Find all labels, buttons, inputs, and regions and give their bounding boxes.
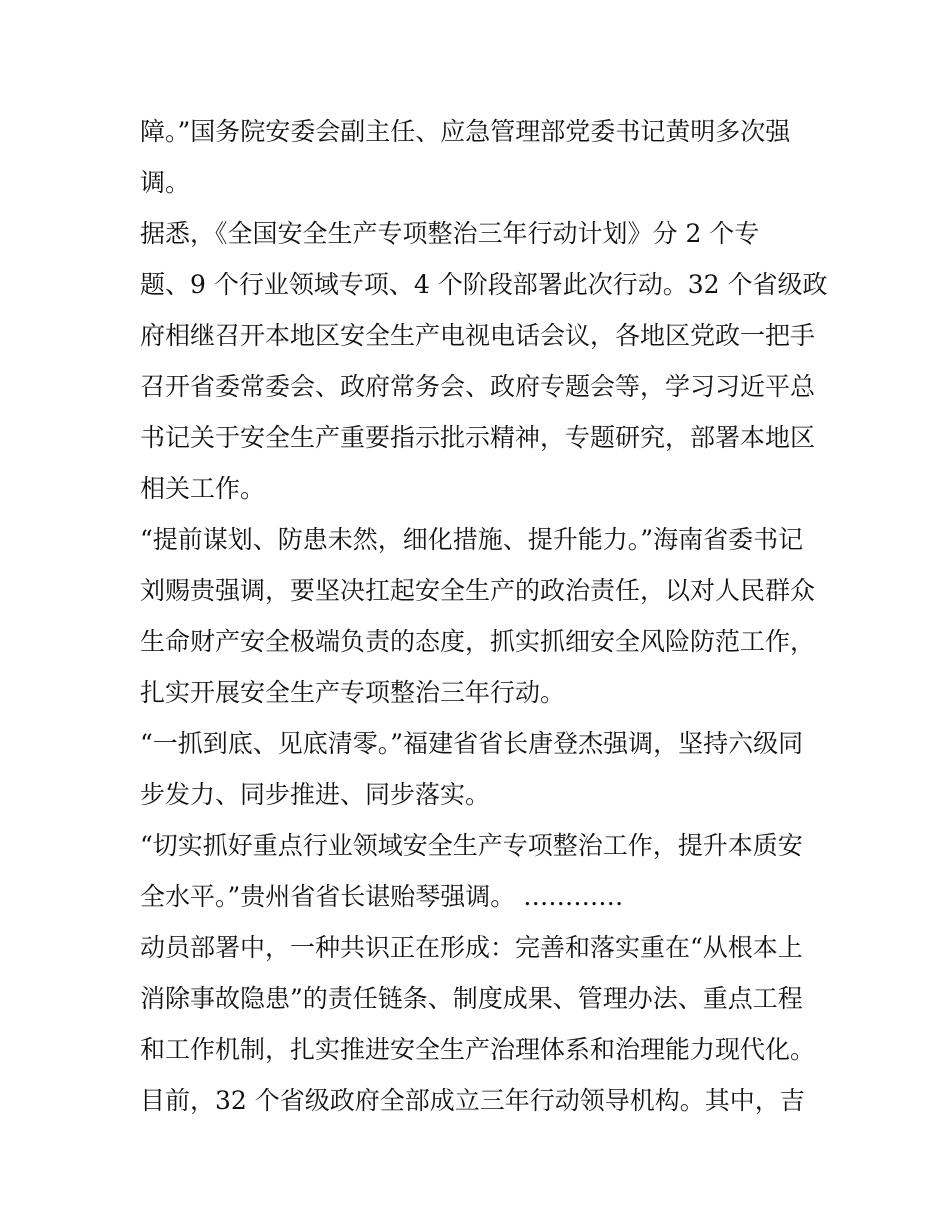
text-line: 生命财产安全极端负责的态度，抓实抓细安全风险防范工作， <box>140 627 816 656</box>
text-line: 题、9 个行业领域专项、4 个阶段部署此次行动。32 个省级政 <box>140 270 828 299</box>
text-line: 步发力、同步推进、同步落实。 <box>140 780 491 809</box>
text-line: 府相继召开本地区安全生产电视电话会议，各地区党政一把手 <box>140 321 816 350</box>
text-line: 障。”国务院安委会副主任、应急管理部党委书记黄明多次强 <box>140 117 791 146</box>
text-line: 全水平。”贵州省省长谌贻琴强调。 ………… <box>140 882 624 911</box>
text-line: 动员部署中，一种共识正在形成：完善和落实重在“从根本上 <box>140 933 803 962</box>
text-line: 刘赐贵强调，要坚决扛起安全生产的政治责任，以对人民群众 <box>140 576 816 605</box>
text-line: 书记关于安全生产重要指示批示精神，专题研究，部署本地区 <box>140 423 816 452</box>
text-line: 据悉，《全国安全生产专项整治三年行动计划》分 2 个专 <box>140 219 760 248</box>
text-line: 目前，32 个省级政府全部成立三年行动领导机构。其中，吉 <box>140 1086 805 1115</box>
text-line: 消除事故隐患”的责任链条、制度成果、管理办法、重点工程 <box>140 984 803 1013</box>
body-text <box>140 106 828 1126</box>
text-line: 相关工作。 <box>140 474 266 503</box>
text-line: 和工作机制，扎实推进安全生产治理体系和治理能力现代化。 <box>140 1035 816 1064</box>
text-line: 扎实开展安全生产专项整治三年行动。 <box>140 678 566 707</box>
text-line: 调。 <box>140 168 191 197</box>
text-line: “提前谋划、防患未然，细化措施、提升能力。”海南省委书记 <box>140 525 804 554</box>
text-line: “一抓到底、见底清零。”福建省省长唐登杰强调，坚持六级同 <box>140 729 804 758</box>
text-line: 召开省委常委会、政府常务会、政府专题会等，学习习近平总 <box>140 372 816 401</box>
text-line: “切实抓好重点行业领域安全生产专项整治工作，提升本质安 <box>140 831 803 860</box>
